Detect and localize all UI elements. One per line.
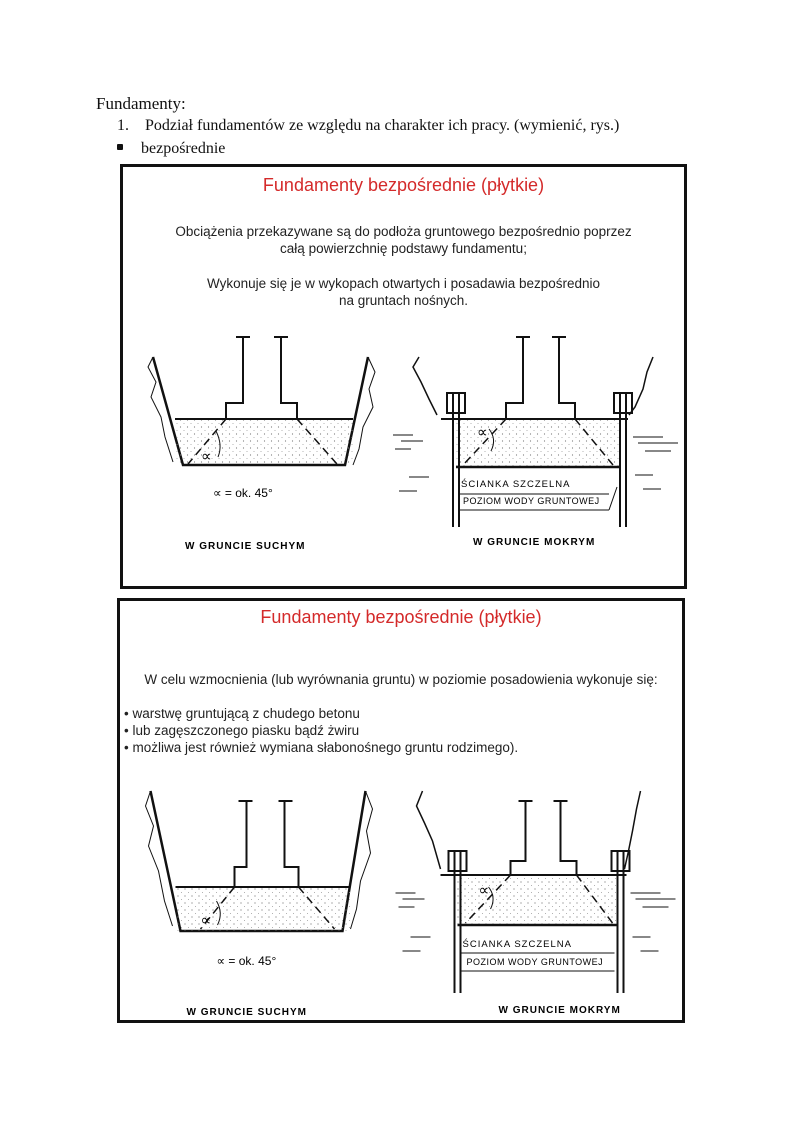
slide-1 [120,164,687,589]
bullet-text: bezpośrednie [141,140,226,157]
dry-caption: W GRUNCIE SUCHYM [186,1007,307,1018]
groundwater-label: POZIOM WODY GRUNTOWEJ [466,957,604,967]
slide-2-bullet-1: • warstwę gruntującą z chudego betonu [124,706,360,721]
slide-1-paragraph-2-line-2: na gruntach nośnych. [338,293,469,308]
slide-1-paragraph-2 [123,275,684,309]
bullet-icon [117,144,123,150]
item-text: Podział fundamentów ze względu na charakter ich pracy. (wymienić, rys.) [145,117,620,134]
slide-2-bullet-3: • możliwa jest również wymiana słabonośnego gruntu rodzimego). [124,740,519,755]
dry-alpha-label: ∝ [200,912,212,929]
bullet-item [117,140,225,158]
angle-note: ∝ = ok. 45° [216,954,277,968]
sheet-pile-label: ŚCIANKA SZCZELNA [462,939,572,950]
slide-1-foundation-drawings [123,327,684,592]
dry-caption: W GRUNCIE SUCHYM [185,541,306,552]
page-heading: Fundamenty: [96,94,186,113]
groundwater-label: POZIOM WODY GRUNTOWEJ [463,496,600,506]
angle-note: ∝ = ok. 45° [213,486,273,500]
numbered-item [117,117,619,135]
slide-1-paragraph-1-line-1: Obciążenia przekazywane są do podłoża gruntowego bezpośrednio poprzez [175,224,632,239]
wet-alpha-label: ∝ [477,424,488,441]
wet-caption: W GRUNCIE MOKRYM [473,537,596,548]
slide-2-intro: W celu wzmocnienia (lub wyrównania gruntu) w poziomie posadowienia wykonuje się: [144,672,658,687]
wet-alpha-label: ∝ [478,882,490,899]
slide-2-bullet-2: • lub zagęszczonego piasku bądź żwiru [124,723,360,738]
slide-1-paragraph-1 [123,223,684,257]
slide-2-title: Fundamenty bezpośrednie (płytkie) [260,607,542,627]
wet-caption: W GRUNCIE MOKRYM [498,1005,621,1016]
slide-1-title: Fundamenty bezpośrednie (płytkie) [262,175,545,195]
slide-2 [117,598,685,1023]
dry-alpha-label: ∝ [201,448,212,465]
dry-ground-drawing [148,337,375,465]
sheet-pile-label: ŚCIANKA SZCZELNA [461,479,571,490]
dry-ground-drawing [146,791,373,931]
slide-2-bullet-list [124,705,518,756]
slide-1-paragraph-2-line-1: Wykonuje się je w wykopach otwartych i posadawia bezpośrednio [206,276,601,291]
item-number: 1. [117,117,129,134]
slide-2-foundation-drawings [120,761,682,1026]
slide-1-paragraph-1-line-2: całą powierzchnię podstawy fundamentu; [280,241,527,256]
